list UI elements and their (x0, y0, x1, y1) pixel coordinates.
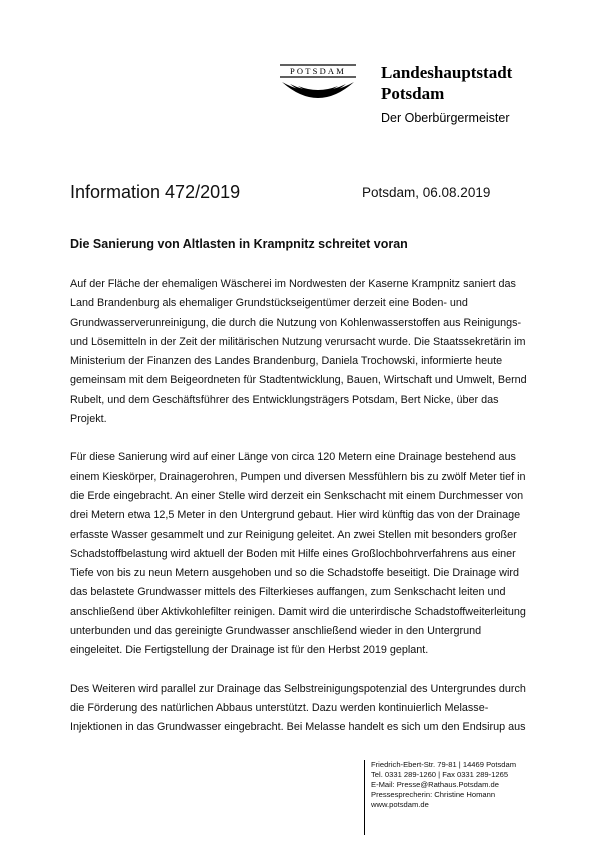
org-department: Der Oberbürgermeister (381, 111, 510, 125)
paragraph: Für diese Sanierung wird auf einer Länge von circa 120 Metern eine Drainage bestehend aus einem Kieskörper, Drainagerohren, Pumpen und diversen Messfühlern bis zu zwölf Meter tief in die Erde eingebracht. An einer Stelle wird derzeit ein Senkschacht mit einem Durchmesser von drei Metern etwa 12,5 Meter in den Untergrund gebaut. Hier wird künftig das von der Drainage erfasste Wasser gesammelt und zur Reinigung geleitet. An zwei Stellen mit besonders großer Schadstoffbelastung wird aktuell der Boden mit Hilfe eines Großlochbohrverfahrens aus einer Tiefe von bis zu neun Metern ausgehoben und so die Schadstoffe beseitigt. Die Drainage wird das belastete Grundwasser mittels des Filterkieses auffangen, zum Senkschacht leiten und anschließend über Aktivkohlefilter reinigen. Damit wird die unterirdische Schadstoffweiterleitung unterbunden und das gereinigte Grundwasser anschließend wieder in den Untergrund eingeleitet. Die Fertigstellung der Drainage ist für den Herbst 2019 geplant. (70, 451, 526, 657)
footer-phone: Tel. 0331 289-1260 | Fax 0331 289-1265 (371, 770, 509, 779)
body-text (70, 275, 530, 757)
paragraph: Des Weiteren wird parallel zur Drainage das Selbstreinigungspotenzial des Untergrundes durch die Förderung des natürlichen Abbaus unterstützt. Dazu werden kontinuierlich Melasse-Injektionen in das Grundwasser eingebracht. Bei Melasse handelt es sich um den Endsirup aus (70, 682, 526, 734)
logo-text: POTSDAM (289, 66, 347, 76)
footer-email: E-Mail: Presse@Rathaus.Potsdam.de (371, 780, 499, 789)
footer-spokesperson: Pressesprecherin: Christine Homann (371, 790, 496, 799)
potsdam-logo (278, 62, 358, 112)
headline: Die Sanierung von Altlasten in Krampnitz schreitet voran (70, 237, 408, 251)
paragraph: Auf der Fläche der ehemaligen Wäscherei im Nordwesten der Kaserne Krampnitz saniert das Land Brandenburg als ehemaliger Grundstückseigentümer derzeit eine Boden- und Grundwasserverunreinigung, die durch die Nutzung von Kohlenwasserstoffen aus Reinigungs- und Lösemitteln in der Zeit der militärischen Nutzung verursacht wurde. Die Staatssekretärin im Ministerium der Finanzen des Landes Brandenburg, Daniela Trochowski, informierte heute gemeinsam mit dem Beigeordneten für Stadtentwicklung, Bauen, Wirtschaft und Umwelt, Bernd Rubelt, und dem Geschäftsführer des Entwicklungsträgers Potsdam, Bert Nicke, über das Projekt. (70, 278, 527, 426)
org-name-line2: Potsdam (381, 84, 445, 103)
org-name-line1: Landeshauptstadt (381, 63, 513, 82)
footer-website: www.potsdam.de (371, 800, 429, 809)
footer-contact (364, 760, 516, 835)
organization-header (381, 62, 512, 126)
footer-address: Friedrich-Ebert-Str. 79-81 | 14469 Potsdam (371, 760, 517, 769)
document-title: Information 472/2019 (70, 182, 241, 202)
document-date: Potsdam, 06.08.2019 (362, 185, 491, 200)
